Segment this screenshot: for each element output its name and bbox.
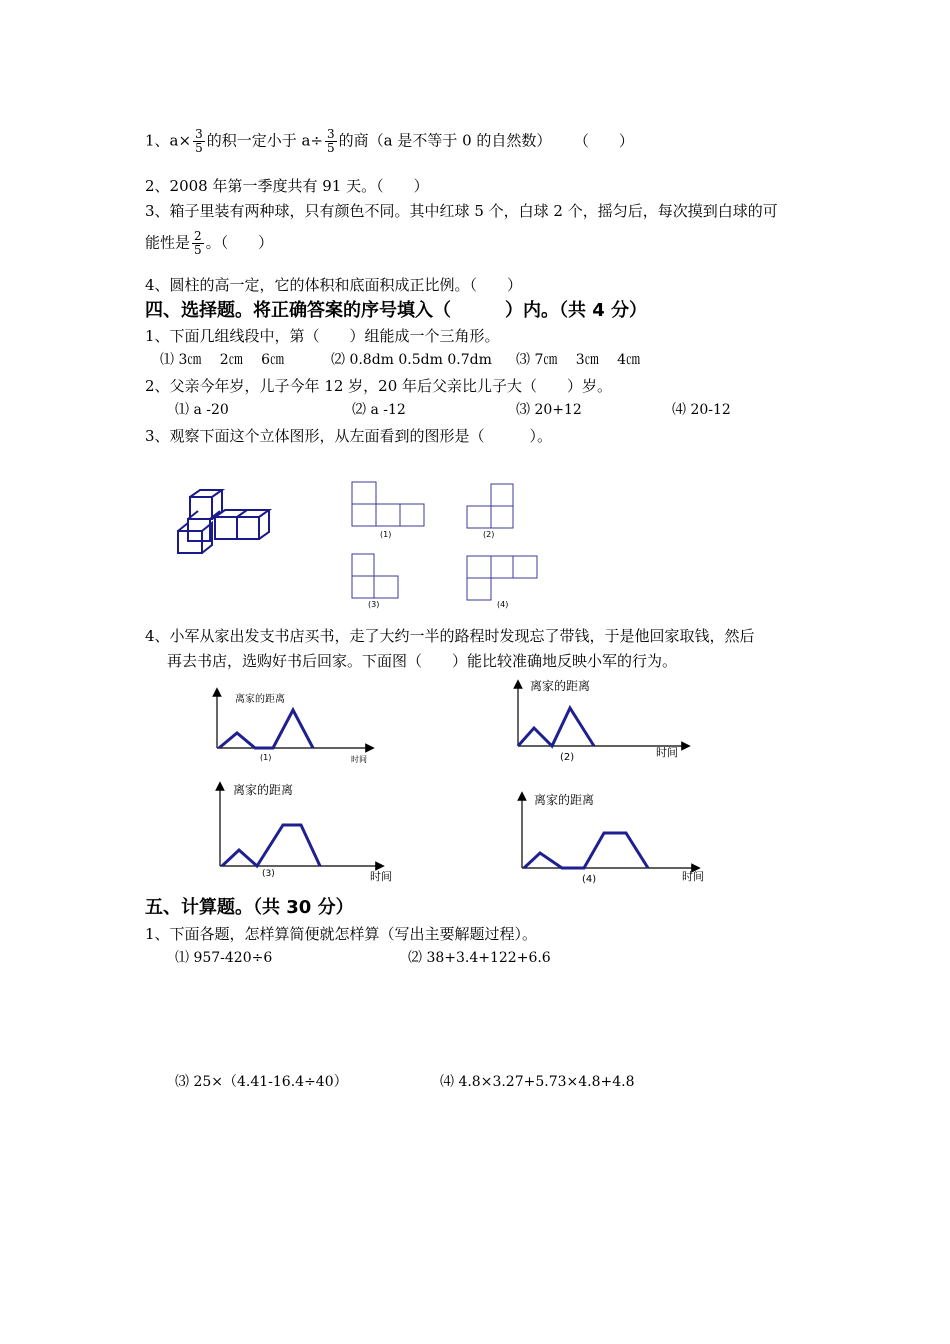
choice-q1-option-3: ⑶ 7㎝ 3㎝ 4㎝ [516,352,641,368]
graph-xlabel: 时间 [656,746,678,759]
fraction-denominator: 5 [195,141,203,155]
fraction-numerator: 3 [195,127,203,141]
judge-q3-pre: 能性是 [145,233,191,252]
section4-title: 四、选择题。将正确答案的序号填入（ ）内。（共 4 分） [145,300,648,321]
view-label: (3) [368,600,380,609]
choice-q3: 3、观察下面这个立体图形，从左面看到的图形是（ ）。 [145,427,553,445]
graph-1 [205,688,405,768]
view-label: (2) [483,530,495,539]
view-option-4 [465,554,545,614]
graph-xlabel: 时间 [370,870,392,883]
answer-blank[interactable]: （ ） [581,131,634,150]
calc-problem-1: ⑴ 957-420÷6 [175,950,273,966]
fraction [193,128,205,155]
graph-xlabel: 时间 [351,755,367,764]
cube-solid-figure [170,485,280,560]
view-label: (1) [380,530,392,539]
section5-title: 五、计算题。（共 30 分） [145,897,354,918]
view-option-1 [350,480,425,540]
graph-label: (4) [582,874,597,885]
judge-q3-line1: 3、箱子里装有两种球，只有颜色不同。其中红球 5 个，白球 2 个，摇匀后，每次摸到白球的可 [145,202,778,220]
calc-problem-4: ⑷ 4.8×3.27+5.73×4.8+4.8 [440,1074,635,1090]
distance-line [222,825,320,866]
choice-q2-option-2: ⑵ a -12 [352,402,406,418]
graph-2 [508,680,708,765]
choice-q4-line1: 4、小军从家出发支书店买书，走了大约一半的路程时发现忘了带钱，于是他回家取钱，然后 [145,627,755,645]
judge-q1-pre: 1、a× [145,131,192,150]
graph-ylabel: 离家的距离 [530,679,591,693]
judge-q1-post: 的商（a 是不等于 0 的自然数） [338,131,552,150]
distance-line [524,833,648,868]
graph-label: (3) [262,869,275,879]
graph-xlabel: 时间 [682,870,704,883]
fraction-numerator: 3 [326,127,335,141]
judge-q1-mid: 的积一定小于 a÷ [206,131,323,150]
graph-ylabel: 离家的距离 [534,793,595,807]
judge-q3-line2 [145,230,273,257]
graph-4 [510,790,720,885]
graph-3 [205,780,405,883]
calc-problem-2: ⑵ 38+3.4+122+6.6 [408,950,551,966]
graph-ylabel: 离家的距离 [235,694,285,705]
view-label: (4) [497,600,509,609]
judge-q2: 2、2008 年第一季度共有 91 天。（ ） [145,177,429,195]
judge-q1 [145,128,634,155]
fraction [192,230,204,257]
choice-q1-option-2: ⑵ 0.8dm 0.5dm 0.7dm [331,352,492,368]
fraction-denominator: 5 [194,243,202,257]
choice-q1: 1、下面几组线段中，第（ ）组能成一个三角形。 [145,327,500,345]
calc-q1: 1、下面各题，怎样算简便就怎样算（写出主要解题过程）。 [145,925,538,943]
fraction-denominator: 5 [326,141,335,155]
choice-q2-option-4: ⑷ 20-12 [672,402,731,418]
fraction-numerator: 2 [194,229,202,243]
graph-ylabel: 离家的距离 [233,783,294,797]
fraction [325,128,337,155]
calc-problem-3: ⑶ 25×（4.41-16.4÷40） [175,1074,348,1090]
judge-q4: 4、圆柱的高一定，它的体积和底面积成正比例。（ ） [145,276,523,294]
view-option-3 [350,552,420,612]
graph-label: (1) [260,753,272,762]
view-option-2 [465,482,535,542]
distance-line [518,708,594,746]
graph-label: (2) [560,752,575,763]
choice-q2: 2、父亲今年岁，儿子今年 12 岁，20 年后父亲比儿子大（ ）岁。 [145,377,613,395]
judge-q3-post: 。（ ） [205,233,274,252]
choice-q2-option-1: ⑴ a -20 [175,402,229,418]
cube-drawing [178,490,269,553]
choice-q2-option-3: ⑶ 20+12 [516,402,582,418]
choice-q1-option-1: ⑴ 3㎝ 2㎝ 6㎝ [160,352,285,368]
choice-q4-line2: 再去书店，选购好书后回家。下面图（ ）能比较准确地反映小军的行为。 [167,652,678,670]
distance-line [219,710,313,748]
